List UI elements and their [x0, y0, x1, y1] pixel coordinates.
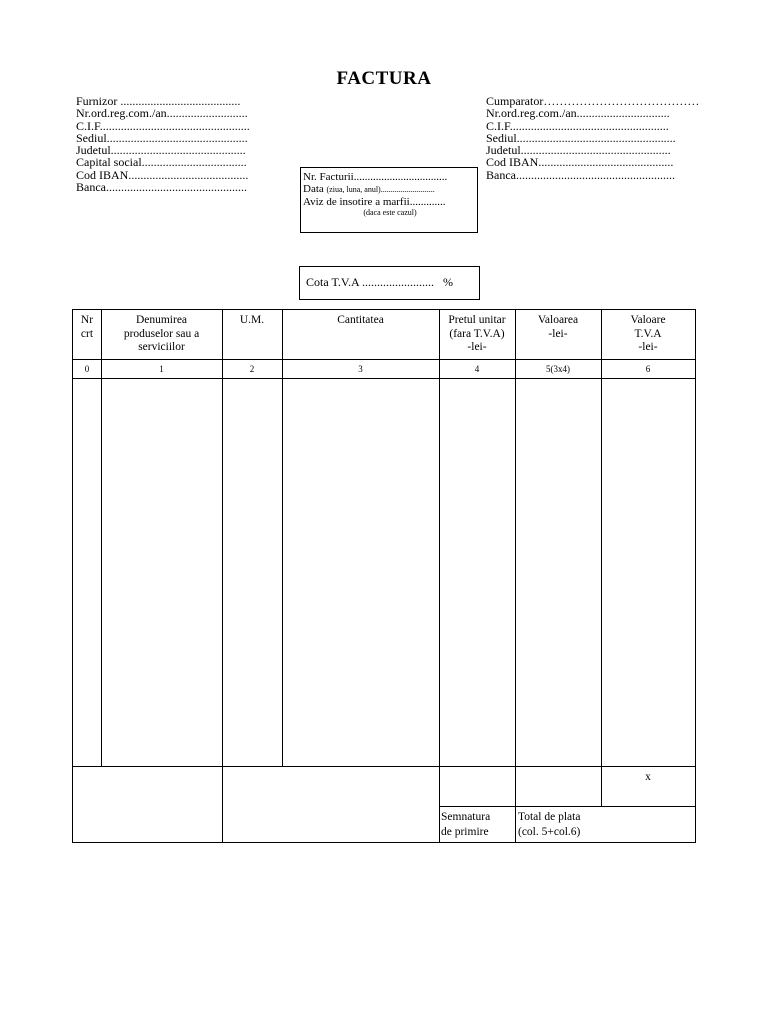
invoice-title: FACTURA: [336, 68, 432, 89]
header-text: Nr: [80, 314, 94, 326]
header-text: Cantitatea: [337, 314, 384, 326]
buyer-line: Cumparator…………………………………: [486, 94, 700, 108]
supplier-line: Capital social...................................: [76, 155, 247, 170]
column-number: 2: [249, 364, 255, 374]
header-text: serviciilor: [138, 341, 185, 353]
table-body[interactable]: [73, 379, 695, 766]
vat-percent-sign: %: [443, 275, 454, 289]
header-text: Pretul unitar: [448, 314, 506, 326]
vat-rate-box[interactable]: [299, 266, 480, 300]
header-unit-price: [439, 314, 515, 355]
buyer-line: Sediul.....................................................: [486, 130, 676, 145]
signature-label: [441, 810, 515, 840]
supplier-line: Sediul...............................................: [76, 130, 248, 145]
vat-rate-label: Cota T.V.A ........................: [306, 275, 435, 289]
total-label: [518, 810, 694, 840]
vat-x-mark: x: [645, 771, 651, 783]
column-number: 4: [474, 364, 480, 374]
total-text: Total de plata: [518, 811, 581, 823]
invoice-date-label: Data: [303, 183, 324, 195]
header-text: produselor sau a: [123, 327, 200, 340]
column-number: 1: [159, 364, 164, 374]
column-number: 3: [358, 364, 363, 374]
supplier-line: Furnizor ........................................: [76, 94, 241, 108]
column-number: 5(3x4): [546, 364, 570, 374]
buyer-line: Banca.....................................................: [486, 167, 675, 182]
supplier-line: Cod IBAN........................................: [76, 167, 249, 182]
header-um: [222, 314, 282, 328]
invoice-date-field[interactable]: [303, 183, 477, 196]
signature-text: Semnatura: [441, 811, 491, 823]
signature-text: de primire: [441, 826, 489, 838]
total-text: (col. 5+col.6): [518, 826, 581, 838]
invoice-table: [72, 309, 696, 843]
header-text: (fara T.V.A): [449, 327, 505, 340]
supplier-line: Banca...............................................: [76, 180, 247, 195]
column-number: 0: [84, 364, 90, 374]
header-text: crt: [80, 327, 94, 340]
buyer-block: [486, 95, 699, 181]
header-nr-crt: [73, 314, 101, 341]
buyer-line: C.I.F.....................................................: [486, 118, 669, 133]
header-text: -lei-: [548, 327, 568, 340]
buyer-line: Cod IBAN.............................................: [486, 155, 674, 170]
aviz-note: (daca este cazul): [363, 208, 417, 217]
column-number: 6: [645, 364, 651, 374]
header-text: U.M.: [239, 314, 265, 326]
supplier-line: Nr.ord.reg.com./an...........................: [76, 106, 248, 121]
invoice-number-field[interactable]: Nr. Facturii..................................: [303, 171, 448, 183]
supplier-line: C.I.F..................................................: [76, 118, 250, 133]
buyer-line: Nr.ord.reg.com./an...............................: [486, 106, 670, 121]
header-text: -lei-: [638, 341, 658, 353]
header-text: Valoarea: [537, 314, 579, 326]
header-value: [515, 314, 601, 341]
invoice-date-dots: ...........................: [380, 185, 435, 194]
invoice-info-box: [300, 167, 478, 233]
supplier-block: [76, 95, 250, 193]
header-text: T.V.A: [634, 327, 662, 340]
supplier-line: Judetul.............................................: [76, 143, 246, 158]
invoice-date-hint: (ziua, luna, anul): [326, 185, 381, 194]
header-text: Valoare: [630, 314, 666, 326]
aviz-field[interactable]: Aviz de insotire a marfii.............: [303, 196, 446, 208]
header-text: -lei-: [467, 341, 487, 353]
header-product-name: [101, 314, 222, 355]
header-quantity: [282, 314, 439, 328]
header-text: Denumirea: [135, 314, 188, 326]
header-vat-value: [601, 314, 695, 355]
buyer-line: Judetul..................................................: [486, 143, 671, 158]
footer-divider: [439, 806, 695, 807]
